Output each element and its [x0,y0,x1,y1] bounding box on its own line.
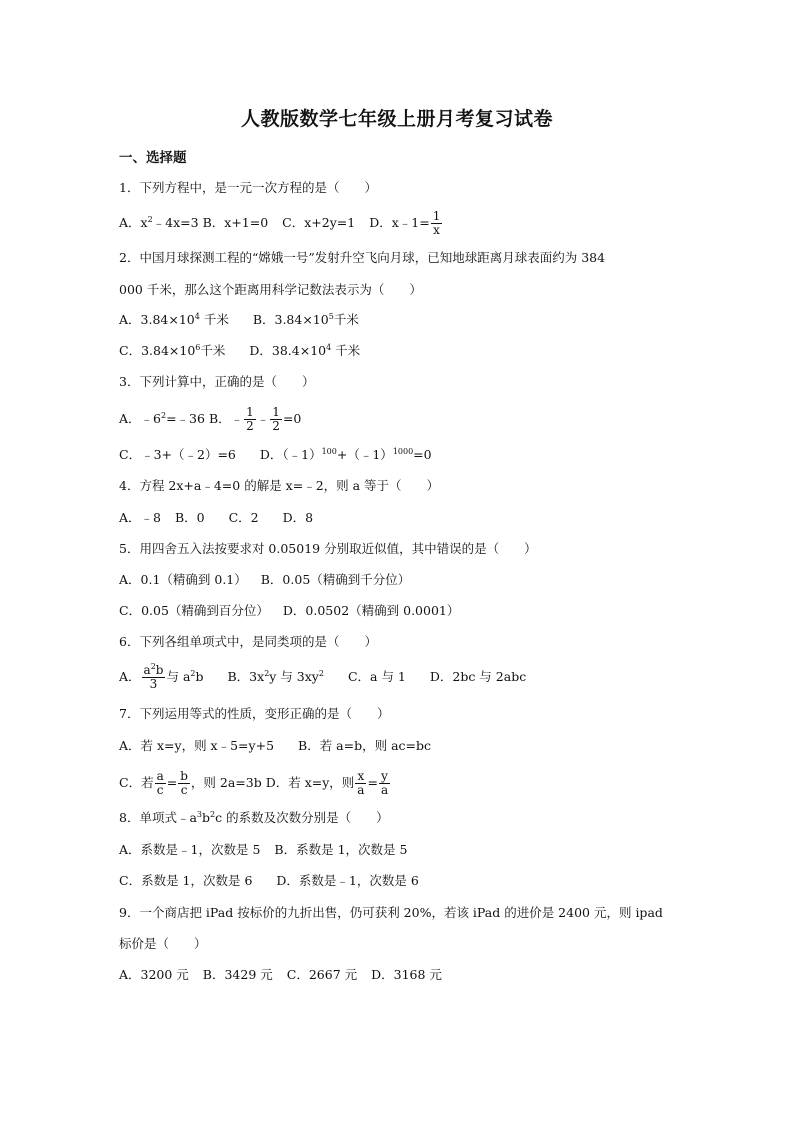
fraction: $\frac{y}{a}$ [380,769,389,797]
option-c: C．0.05（精确到百分位） [119,603,269,618]
question-8-options-row1 [119,840,407,860]
option-a: A．﹣8 [119,510,161,525]
question-3-stem: 3．下列计算中，正确的是（ ） [119,374,315,389]
question-2-options-row2 [119,341,360,361]
fraction: $\frac{x}{a}$ [357,769,365,797]
option-c: C．﹣3+（﹣2）=6 [119,447,236,462]
question-4-stem: 4．方程 2x+a﹣4=0 的解是 x=﹣2，则 a 等于（ ） [119,478,440,493]
option-c: C．x+2y=1 [282,215,356,230]
option-b: B．0 [174,510,205,525]
option-a: A．$3.84\times 10^4$ 千米 [119,311,229,327]
option-d: D．2bc 与 2abc [429,669,527,684]
question-5-options-row2 [119,601,459,621]
option-a: A．0.1（精确到 0.1） [119,572,247,587]
option-d: D．系数是﹣1，次数是 6 [276,873,419,888]
fraction: $\frac{1}{2}$ [246,405,254,433]
option-c: C．系数是 1，次数是 6 [119,873,253,888]
option-b: B．0.05（精确到千分位） [260,572,411,587]
option-b: B．若 a=b，则 ac=bc [298,738,432,753]
question-2-stem: 2．中国月球探测工程的“嫦娥一号”发射升空飞向月球，已知地球距离月球表面约为 384 [119,250,606,265]
question-9-stem-cont: 标价是（ ） [119,936,207,951]
option-d: D．0.0502（精确到 0.0001） [282,603,460,618]
option-c: C．2 [228,510,259,525]
option-c: C．若 $\frac{a}{c}$ = $\frac{b}{c}$ ，则 2a=3b [119,769,262,797]
fraction: $\frac{a^2b}{3}$ [143,662,164,691]
option-a: A． $\frac{a^2b}{3}$ 与 $a^2b$ [119,662,204,691]
question-3-options-row2 [119,445,432,465]
option-c: C．a 与 1 [347,669,406,684]
option-d: D．x﹣1= $\frac{1}{x}$ [369,209,441,237]
option-c: C．2667 元 [286,967,358,982]
question-5-stem: 5．用四舍五入法按要求对 0.05019 分别取近似值，其中错误的是（ ） [119,541,537,556]
question-7-stem: 7．下列运用等式的性质，变形正确的是（ ） [119,706,390,721]
fraction: $\frac{a}{c}$ [156,769,164,797]
question-3-options-row1 [119,406,301,433]
question-8-options-row2 [119,871,419,891]
option-d: D．$38.4\times 10^4$ 千米 [249,342,361,358]
option-a: A．$﹣6^2=﹣36$ [119,410,205,426]
question-9-stem: 9．一个商店把 iPad 按标价的九折出售，仍可获利 20%，若该 iPad 的进价是 2400 元，则 ipad [119,905,663,920]
option-d: D．若 x=y，则 $\frac{x}{a}$ = $\frac{y}{a}$ [265,769,389,797]
option-b: B．x+1=0 [202,215,269,230]
option-d: D．（﹣1）$^{100}$+（﹣1）$^{1000}$=0 [259,446,432,462]
option-d: D．3168 元 [371,967,442,982]
question-1-options [119,210,443,237]
option-d: D．8 [282,510,314,525]
option-a: A．系数是﹣1，次数是 5 [119,842,261,857]
fraction: $\frac{1}{x}$ [432,209,441,237]
question-9-options [119,965,442,985]
question-2-stem-cont: 000 千米，那么这个距离用科学记数法表示为（ ） [119,282,422,297]
option-c: C．$3.84\times 10^6$千米 [119,342,226,358]
question-2-options-row1 [119,310,359,330]
section-heading: 一、选择题 [119,150,187,166]
question-7-options-row1 [119,736,431,756]
question-7-options-row2 [119,770,391,797]
question-4-options [119,508,313,528]
option-a: A．若 x=y，则 x﹣5=y+5 [119,738,275,753]
question-5-options-row1 [119,570,410,590]
question-1-stem: 1．下列方程中，是一元一次方程的是（ ） [119,180,377,195]
page-title: 人教版数学七年级上册月考复习试卷 [240,108,553,130]
question-8-stem: 8．单项式$﹣a^3b^2c$ 的系数及次数分别是（ ） [119,809,389,825]
option-b: B．系数是 1，次数是 5 [274,842,408,857]
option-b: B．﹣ $\frac{1}{2}$ ﹣ $\frac{1}{2}$ =0 [208,405,302,433]
question-6-options [119,664,526,691]
option-a: A．$x^2﹣4x=3$ [119,214,199,230]
question-6-stem: 6．下列各组单项式中，是同类项的是（ ） [119,634,377,649]
option-a: A．3200 元 [119,967,189,982]
fraction: $\frac{1}{2}$ [272,405,280,433]
fraction: $\frac{b}{c}$ [180,769,188,797]
option-b: B．3429 元 [202,967,273,982]
option-b: B．$3x^2y$ 与 $3xy^2$ [227,668,324,684]
option-b: B．$3.84\times 10^5$千米 [252,311,359,327]
